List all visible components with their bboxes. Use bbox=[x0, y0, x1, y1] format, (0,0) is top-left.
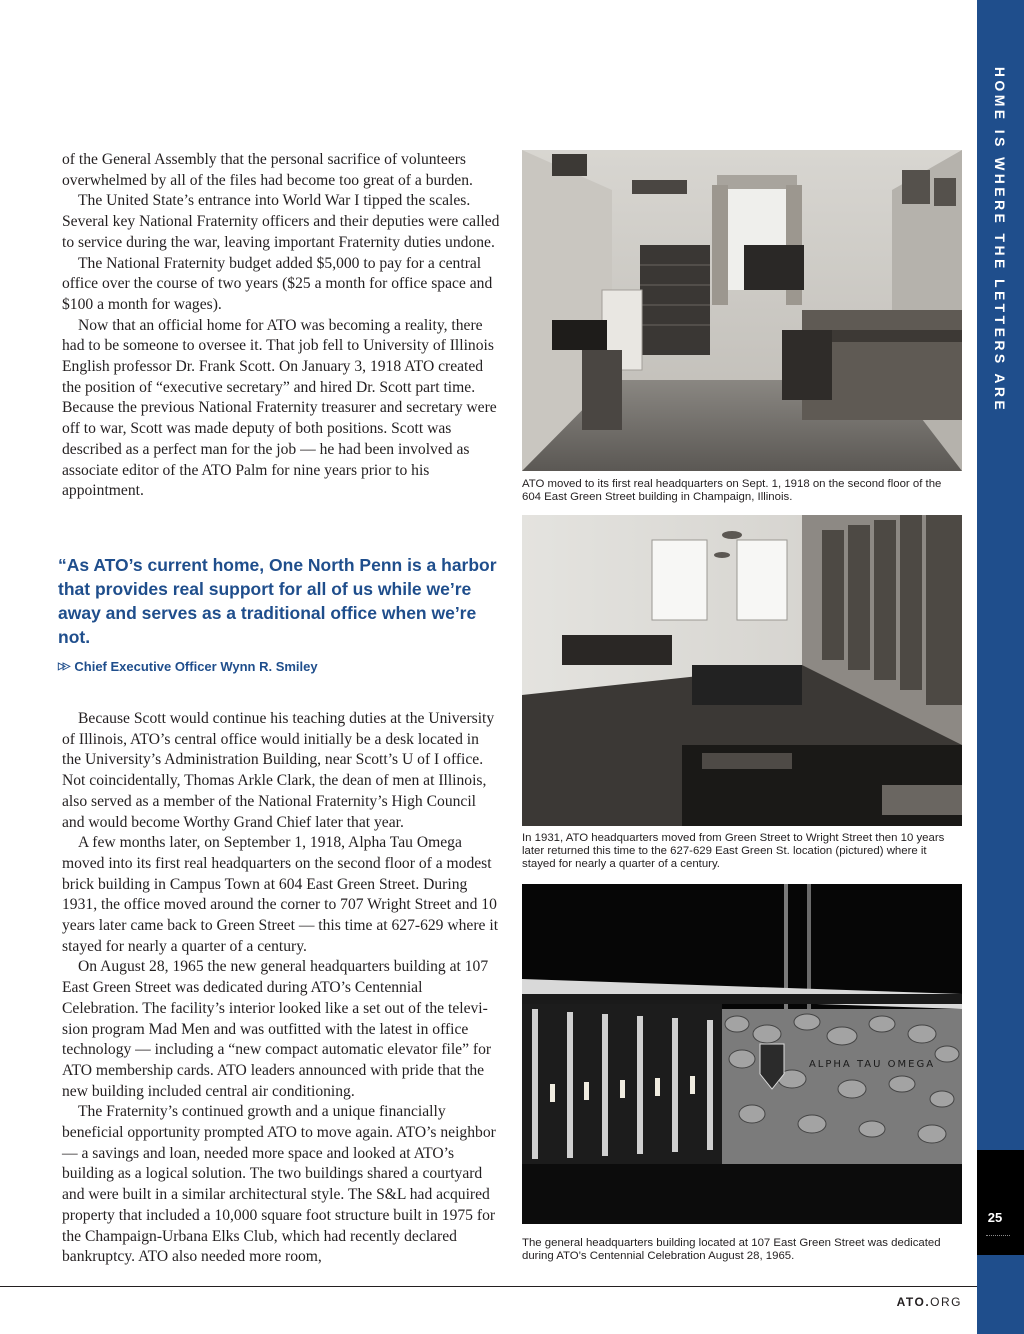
double-chevron-icon: ▷▷ bbox=[58, 661, 68, 672]
photo-1918-office bbox=[522, 150, 962, 471]
photo-green-street-office bbox=[522, 515, 962, 826]
footer-rule bbox=[0, 1286, 977, 1287]
photo-1918-office-image bbox=[522, 150, 962, 471]
paragraph: The National Fraternity budget added $5,000 to pay for a central office over the course of two years ($25 a month for office space and $100 a month for wages). bbox=[62, 254, 493, 313]
paragraph: The Fraternity’s continued growth and a unique financially beneficial opportunity prompted ATO to move again. ATO’s neighbor — a savings and loan, needed more space and looked at ATO’s building as a logical solution. The two buildings shared a courtyard and were built in a similar architectural style. The S&L had acquired property that included a 10,000 square foot structure built in 1975 for the Champaign-Urbana Elks Club, which had recently declared bankruptcy. ATO also needed more room, bbox=[62, 1103, 496, 1266]
paragraph: Now that an official home for ATO was becoming a reality, there had to be someone to oversee it. That job fell to University of Illinois English professor Dr. Frank Scott. On January 3, 1918 ATO created the position of “executive secretary” and hired Dr. Scott part time. Because the previous National Fraternity treasurer and secretary were off to war, Scott was made deputy of both positions. Scott was described as a perfect man for the job — he had been involved as associate editor of the ATO Palm for nine years prior to his appointment. bbox=[62, 316, 497, 500]
site-name-suffix: ORG bbox=[930, 1295, 962, 1309]
page-number: 25 bbox=[987, 1210, 1003, 1225]
pull-quote-attribution bbox=[58, 659, 498, 674]
caption-photo-2: In 1931, ATO headquarters moved from Green Street to Wright Street then 10 years later returned this time to the 627-629 East Green St. location (pictured) where it stayed for nearly a quarter of a century. bbox=[522, 832, 945, 870]
site-name-bold: ATO. bbox=[896, 1295, 931, 1309]
photo-1965-headquarters bbox=[522, 884, 962, 1224]
photo-green-street-office-image bbox=[522, 515, 962, 826]
paragraph: The United State’s entrance into World War I tipped the scales. Several key National Fraternity officers and their deputies were called to service during the war, leaving important Fraternity duties undone. bbox=[62, 192, 500, 251]
paragraph: On August 28, 1965 the new general headquarters building at 107 East Green Street was dedicated during ATO’s Centennial Celebration. The facility’s interior looked like a set out of the televi-sion program Mad Men and was outfitted with the latest in office technology — including a “new compact automatic elevator file” for ATO membership cards. ATO leaders announced with pride that the new building included central air conditioning. bbox=[62, 958, 492, 1100]
article-text-top bbox=[62, 150, 500, 502]
footer-website bbox=[866, 1295, 962, 1309]
dotted-rule bbox=[986, 1235, 1010, 1236]
photo-1965-headquarters-image bbox=[522, 884, 962, 1224]
caption-photo-3: The general headquarters building located at 107 East Green Street was dedicated during ATO’s Centennial Celebration August 28, 1965. bbox=[522, 1237, 941, 1262]
caption-photo-1: ATO moved to its first real headquarters on Sept. 1, 1918 on the second floor of the 604 East Green Street building in Champaign, Illinois. bbox=[522, 478, 942, 503]
page-number-block bbox=[977, 1150, 1024, 1255]
section-title: HOME IS WHERE THE LETTERS ARE bbox=[992, 66, 1008, 414]
paragraph: of the General Assembly that the personal sacrifice of volunteers overwhelmed by all of the files had become too great of a burden. bbox=[62, 151, 473, 189]
paragraph: Because Scott would continue his teaching duties at the University of Illinois, ATO’s central office would initially be a desk located in the University’s Administration Building, near Scott’s U of I office. Not coincidentally, Thomas Arkle Clark, the dean of men at Illinois, also served as a member of the National Fraternity’s High Council and would become Worthy Grand Chief later that year. bbox=[62, 710, 495, 831]
building-sign: ALPHA TAU OMEGA bbox=[808, 1059, 936, 1070]
article-text-bottom bbox=[62, 709, 500, 1268]
paragraph: A few months later, on September 1, 1918, Alpha Tau Omega moved into its first real headquarters on the second floor of a modest brick building in Campus Town at 604 East Green Street. During 1931, the office moved around the corner to 707 Wright Street and 10 years later came back to Green Street — this time at 627-629 where it stayed for nearly a quarter of a century. bbox=[62, 834, 499, 955]
attribution-text: Chief Executive Officer Wynn R. Smiley bbox=[74, 659, 318, 674]
pull-quote-text: “As ATO’s current home, One North Penn is a harbor that provides real support for all of us while we’re away and serves as a traditional office when we’re not. bbox=[58, 555, 497, 647]
pull-quote-block bbox=[58, 553, 498, 674]
